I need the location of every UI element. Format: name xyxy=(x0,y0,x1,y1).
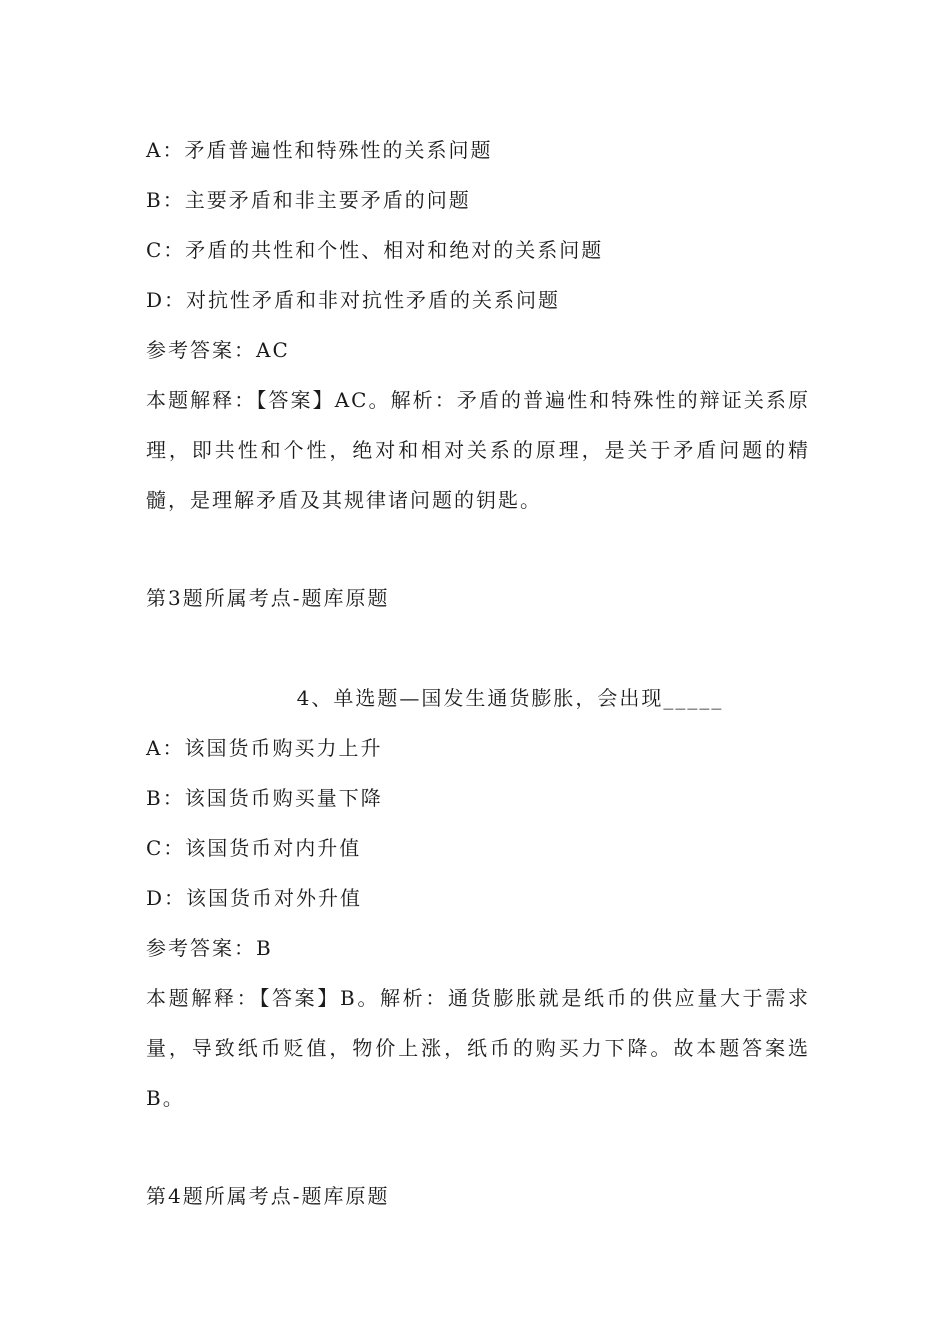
q3-option-b: B：主要矛盾和非主要矛盾的问题 xyxy=(146,188,471,212)
q4-option-a: A：该国货币购买力上升 xyxy=(146,736,383,760)
q3-option-c: C：矛盾的共性和个性、相对和绝对的关系问题 xyxy=(146,238,604,262)
q4-topic: 第4题所属考点-题库原题 xyxy=(146,1184,390,1208)
q4-explanation: 本题解释：【答案】B。解析：通货膨胀就是纸币的供应量大于需求量，导致纸币贬值，物价上涨，纸币的购买力下降。故本题答案选B。 xyxy=(146,986,810,1110)
q3-topic: 第3题所属考点-题库原题 xyxy=(146,586,390,610)
q3-option-d: D：对抗性矛盾和非对抗性矛盾的关系问题 xyxy=(146,288,561,312)
q4-answer: 参考答案：B xyxy=(146,936,273,960)
q4-option-d: D：该国货币对外升值 xyxy=(146,886,363,910)
q3-answer: 参考答案：AC xyxy=(146,338,290,362)
q4-option-c: C：该国货币对内升值 xyxy=(146,836,362,860)
q3-option-a: A：矛盾普遍性和特殊性的关系问题 xyxy=(146,138,493,162)
q4-question: 4、单选题—国发生通货膨胀，会出现_____ xyxy=(296,686,724,710)
q3-explanation: 本题解释：【答案】AC。解析：矛盾的普遍性和特殊性的辩证关系原理，即共性和个性，绝对和相对关系的原理，是关于矛盾问题的精髓，是理解矛盾及其规律诸问题的钥匙。 xyxy=(146,388,810,512)
q4-option-b: B：该国货币购买量下降 xyxy=(146,786,383,810)
